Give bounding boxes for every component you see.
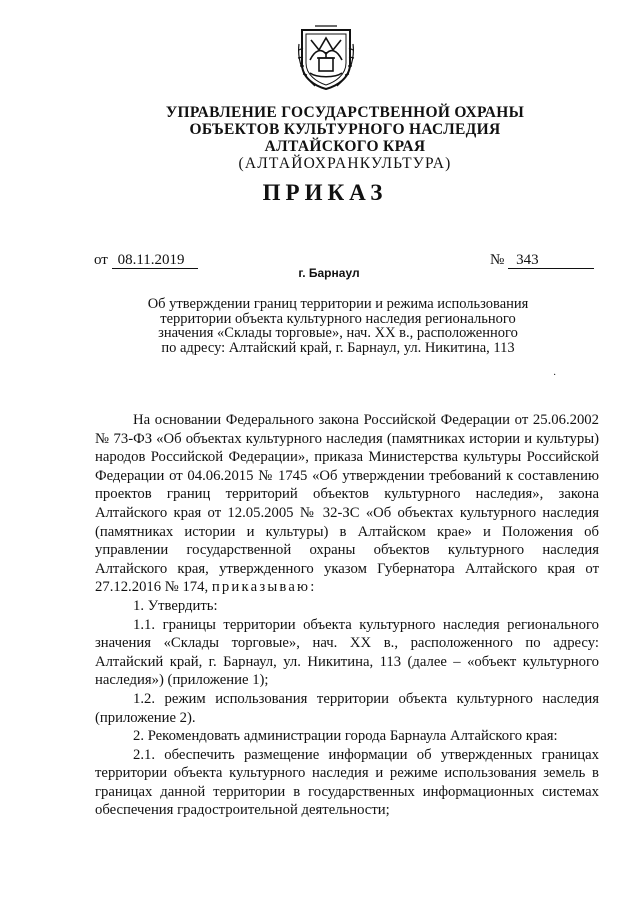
item-2: 2. Рекомендовать администрации города Барнаула Алтайского края: — [133, 728, 558, 745]
agency-name-line-2: ОБЪЕКТОВ КУЛЬТУРНОГО НАСЛЕДИЯ — [189, 121, 501, 138]
subject-line-3: значения «Склады торговые», нач. XX в., расположенного — [158, 325, 518, 341]
coat-of-arms-icon — [297, 24, 355, 90]
agency-name-line-1: УПРАВЛЕНИЕ ГОСУДАРСТВЕННОЙ ОХРАНЫ — [165, 104, 525, 121]
subject-line-2: территории объекта культурного наследия регионального — [160, 310, 516, 327]
agency-name-line-3: АЛТАЙСКОГО КРАЯ — [264, 138, 426, 155]
item-2-1: 2.1. обеспечить размещение информации об утвержденных границах территории объекта культурного наследия и режиме использования земель в границах данной территории в государственных информационных системах обеспечения градостроительной деятельности; — [95, 746, 599, 819]
number-prefix: № — [490, 252, 505, 268]
document-title: ПРИКАЗ — [262, 180, 388, 205]
item-1: 1. Утвердить: — [133, 597, 218, 614]
subject-line-1: Об утверждении границ территории и режима использования — [147, 296, 529, 312]
preamble-paragraph: На основании Федерального закона Российской Федерации от 25.06.2002 № 73-ФЗ «Об объектах культурного наследия (памятниках истории и культуры) народов Российской Федерации», приказа Министерства культуры Российской Федерации от 04.06.2015 № 1745 «Об утверждении требований к составлению проектов границ территорий объектов культурного наследия», закона Алтайского края от 12.05.2005 № 32-ЗС «Об объектах культурного наследия (памятниках истории и культуры) в Алтайском крае» и Положения об управлении государственной охраны объектов культурного наследия Алтайского края, утвержденного указом Губернатора Алтайского края от 27.12.2016 № 174, приказываю: — [95, 412, 599, 596]
order-word: приказываю: — [211, 579, 317, 596]
date-prefix: от — [94, 252, 108, 268]
order-date: 08.11.2019 — [112, 253, 198, 269]
city: г. Барнаул — [298, 266, 360, 280]
order-number: 343 — [508, 253, 594, 269]
item-1-1: 1.1. границы территории объекта культурного наследия регионального значения «Склады торговые», нач. XX в., расположенного по адресу: Алтайский край, г. Барнаул, ул. Никитина, 113 (далее – «объект культурного наследия») (приложение 1); — [95, 616, 599, 689]
scan-speck: · — [553, 370, 557, 381]
agency-abbreviation: (АЛТАЙОХРАНКУЛЬТУРА) — [238, 155, 452, 172]
item-1-2: 1.2. режим использования территории объекта культурного наследия (приложение 2). — [95, 690, 599, 726]
order-body — [95, 411, 599, 820]
subject-line-4: по адресу: Алтайский край, г. Барнаул, ул. Никитина, 113 — [161, 339, 515, 356]
order-subject — [118, 297, 558, 355]
